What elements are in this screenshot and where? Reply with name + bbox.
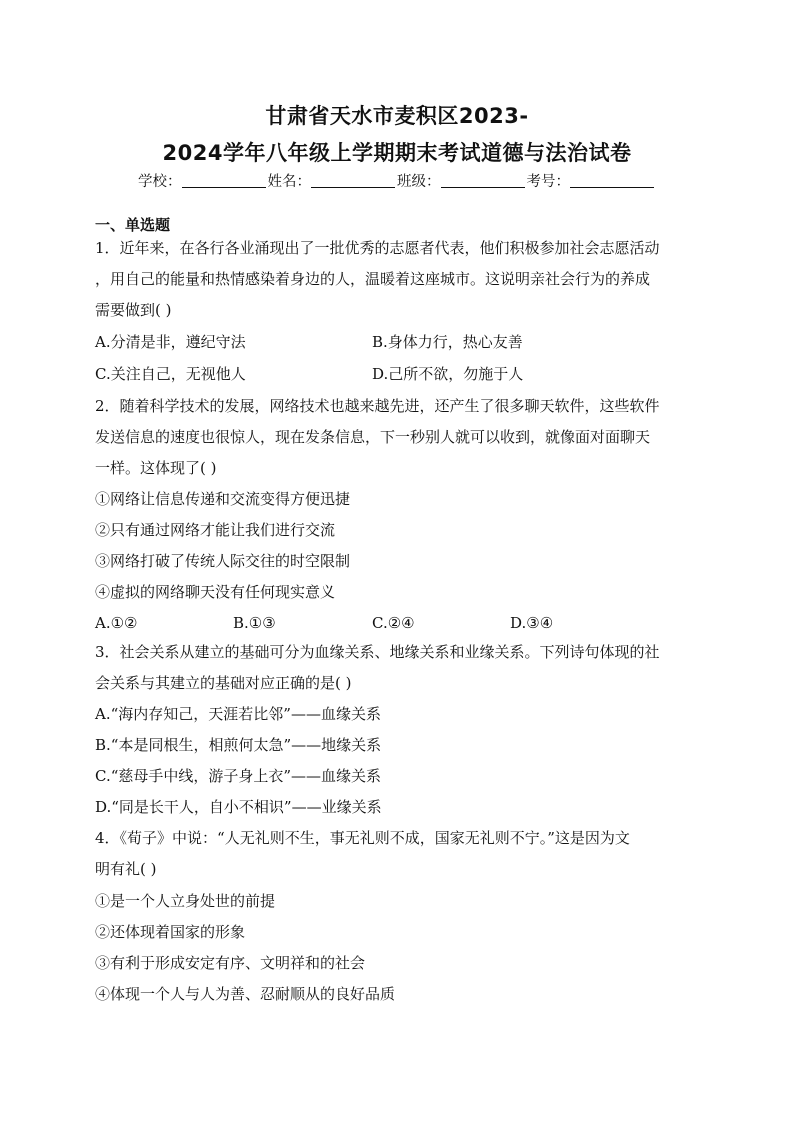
q2-statement-2: ②只有通过网络才能让我们进行交流 xyxy=(95,521,336,539)
q1-option-b: B.身体力行，热心友善 xyxy=(372,333,523,351)
school-label: 学校： xyxy=(138,174,182,190)
q3-option-d: D.“同是长干人，自小不相识”——业缘关系 xyxy=(95,798,382,816)
exam-no-label: 考号： xyxy=(526,174,570,190)
school-blank[interactable] xyxy=(182,173,266,188)
q1-option-c: C.关注自己，无视他人 xyxy=(95,365,246,383)
q2-option-c: C.②④ xyxy=(372,614,415,632)
student-info-line xyxy=(0,170,794,191)
q3-line1: 3．社会关系从建立的基础可分为血缘关系、地缘关系和业缘关系。下列诗句体现的社 xyxy=(95,643,660,661)
q2-line3: 一样。这体现了( ) xyxy=(95,459,217,477)
exam-title-line1: 甘肃省天水市麦积区2023- xyxy=(265,104,529,128)
q4-line2: 明有礼( ) xyxy=(95,860,157,878)
q1-option-d: D.己所不欲，勿施于人 xyxy=(372,365,524,383)
q1-line1: 1．近年来，在各行各业涌现出了一批优秀的志愿者代表，他们积极参加社会志愿活动 xyxy=(95,239,660,257)
exam-no-blank[interactable] xyxy=(570,173,654,188)
q3-option-b: B.“本是同根生，相煎何太急”——地缘关系 xyxy=(95,736,382,754)
q1-line3: 需要做到( ) xyxy=(95,301,172,319)
q2-option-d: D.③④ xyxy=(510,614,554,632)
q4-statement-1: ①是一个人立身处世的前提 xyxy=(95,892,276,910)
q4-statement-3: ③有利于形成安定有序、文明祥和的社会 xyxy=(95,954,366,972)
q4-line1: 4．《荀子》中说：“人无礼则不生，事无礼则不成，国家无礼则不宁。”这是因为文 xyxy=(95,829,630,847)
class-label: 班级： xyxy=(397,174,441,190)
q2-option-b: B.①③ xyxy=(233,614,276,632)
section-title: 一、单选题 xyxy=(95,216,171,234)
q4-statement-2: ②还体现着国家的形象 xyxy=(95,923,246,941)
q1-option-a: A.分清是非，遵纪守法 xyxy=(95,333,246,351)
q2-statement-4: ④虚拟的网络聊天没有任何现实意义 xyxy=(95,583,336,601)
name-blank[interactable] xyxy=(311,173,395,188)
q1-line2: ，用自己的能量和热情感染着身边的人，温暖着这座城市。这说明亲社会行为的养成 xyxy=(95,270,651,288)
class-blank[interactable] xyxy=(441,173,525,188)
q3-option-c: C.“慈母手中线，游子身上衣”——血缘关系 xyxy=(95,767,382,785)
q2-option-a: A.①② xyxy=(95,614,138,632)
name-label: 姓名： xyxy=(267,174,311,190)
q3-line2: 会关系与其建立的基础对应正确的是( ) xyxy=(95,674,352,692)
q2-statement-1: ①网络让信息传递和交流变得方便迅捷 xyxy=(95,490,351,508)
q4-statement-4: ④体现一个人与人为善、忍耐顺从的良好品质 xyxy=(95,985,396,1003)
q2-line2: 发送信息的速度也很惊人，现在发条信息，下一秒别人就可以收到，就像面对面聊天 xyxy=(95,428,651,446)
q3-option-a: A.“海内存知己，天涯若比邻”——血缘关系 xyxy=(95,705,381,723)
q2-statement-3: ③网络打破了传统人际交往的时空限制 xyxy=(95,552,351,570)
q2-line1: 2．随着科学技术的发展，网络技术也越来越先进，还产生了很多聊天软件，这些软件 xyxy=(95,397,660,415)
exam-title-line2: 2024学年八年级上学期期末考试道德与法治试卷 xyxy=(162,141,632,165)
